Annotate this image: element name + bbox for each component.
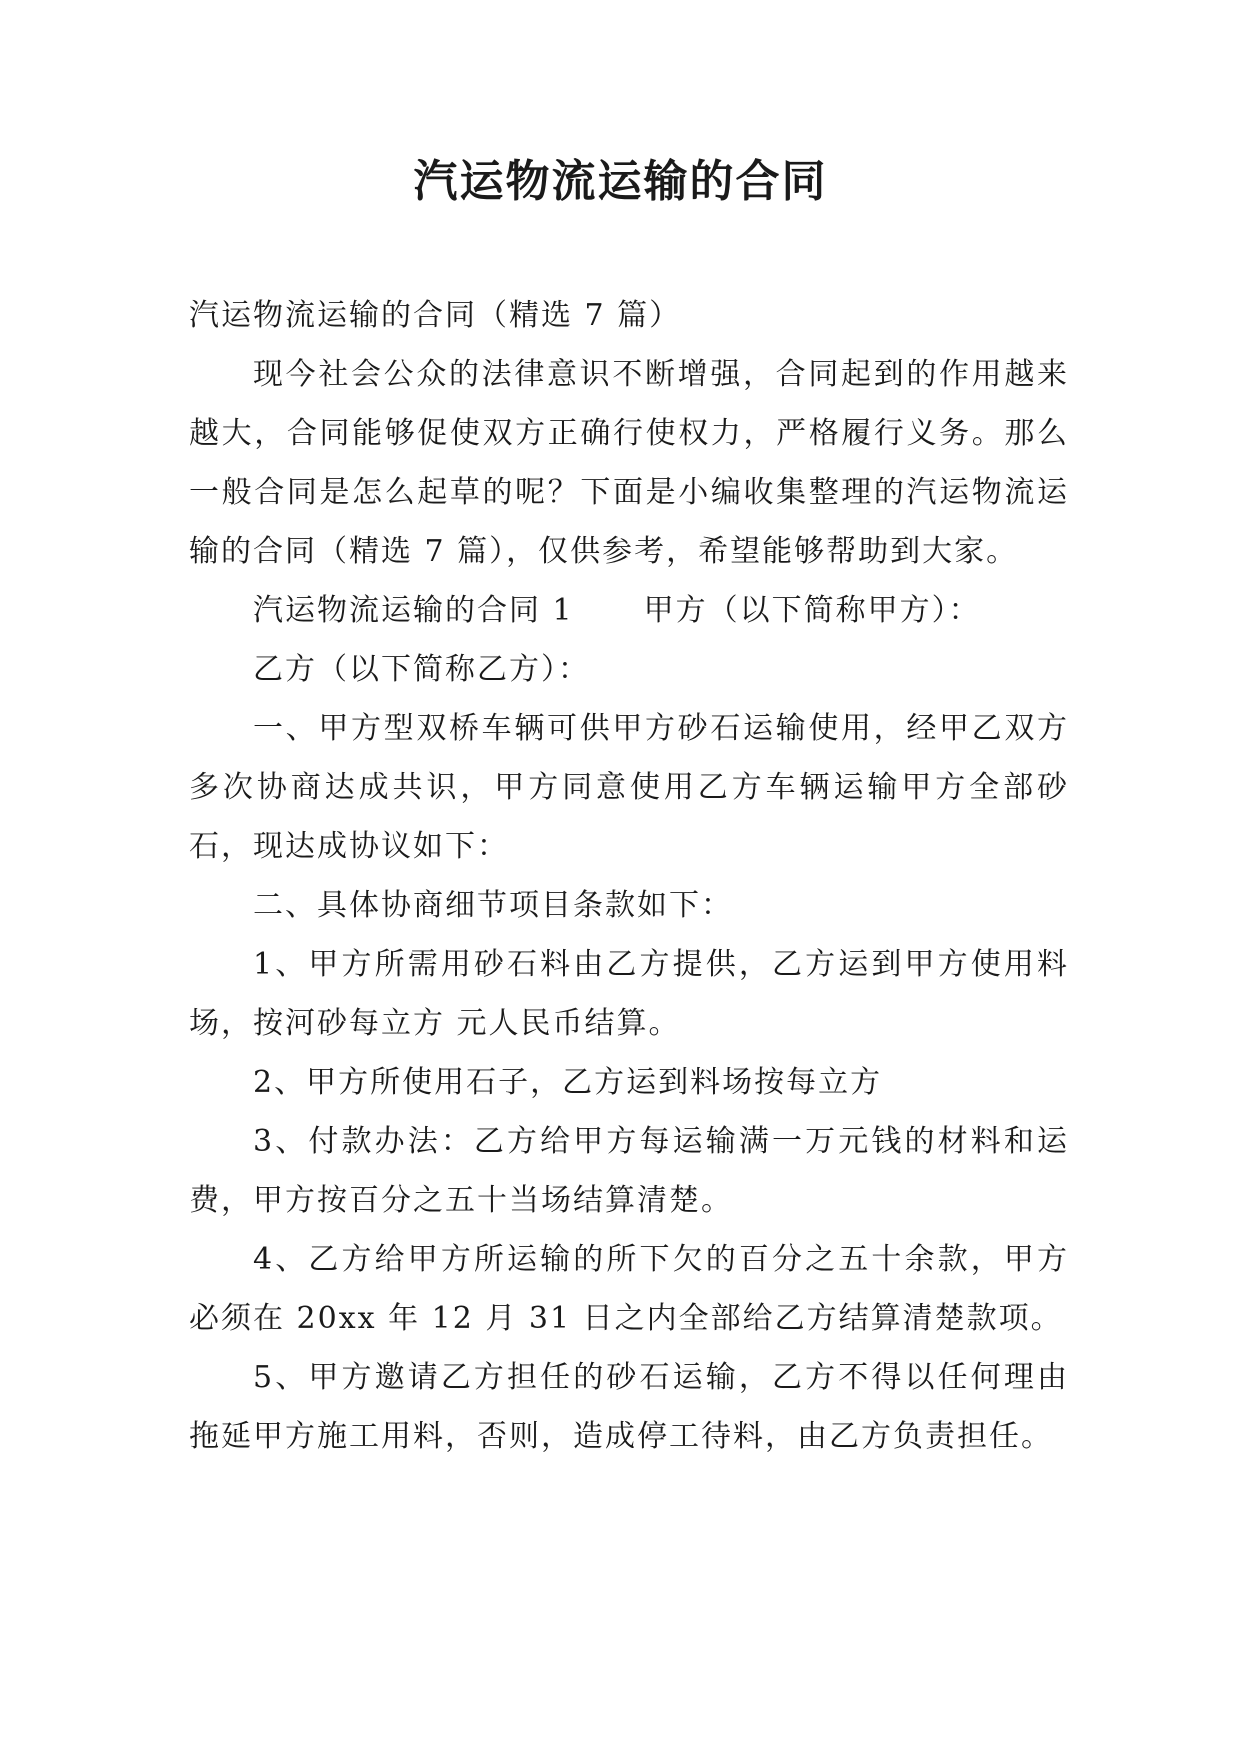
item-1: 1、甲方所需用砂石料由乙方提供，乙方运到甲方使用料场，按河砂每立方 元人民币结算。 <box>189 947 1069 1041</box>
document-body <box>189 286 1069 1466</box>
clause-2: 二、具体协商细节项目条款如下： <box>253 888 733 923</box>
party-b-line: 乙方（以下简称乙方）： <box>253 652 590 687</box>
document-title: 汽运物流运输的合同 <box>413 156 828 207</box>
party-a-line: 甲方（以下简称甲方）： <box>643 593 981 628</box>
item-4: 4、乙方给甲方所运输的所下欠的百分之五十余款，甲方必须在 20xx 年 12 月 31 日之内全部给乙方结算清楚款项。 <box>189 1242 1069 1336</box>
contract-heading-line <box>189 581 1069 640</box>
clause-1: 一、甲方型双桥车辆可供甲方砂石运输使用，经甲乙双方多次协商达成共识，甲方同意使用乙方车辆运输甲方全部砂石，现达成协议如下： <box>189 711 1069 864</box>
item-5: 5、甲方邀请乙方担任的砂石运输，乙方不得以任何理由拖延甲方施工用料，否则，造成停工待料，由乙方负责担任。 <box>189 1360 1069 1454</box>
item-2: 2、甲方所使用石子，乙方运到料场按每立方 <box>253 1065 883 1100</box>
intro-paragraph: 现今社会公众的法律意识不断增强，合同起到的作用越来越大，合同能够促使双方正确行使权力，严格履行义务。那么一般合同是怎么起草的呢？下面是小编收集整理的汽运物流运输的合同（精选 7 篇），仅供参考，希望能够帮助到大家。 <box>189 357 1069 569</box>
item-3: 3、付款办法：乙方给甲方每运输满一万元钱的材料和运费，甲方按百分之五十当场结算清楚。 <box>189 1124 1069 1218</box>
document-subtitle: 汽运物流运输的合同（精选 7 篇） <box>189 298 682 333</box>
contract-1-heading: 汽运物流运输的合同 1 <box>253 593 574 628</box>
